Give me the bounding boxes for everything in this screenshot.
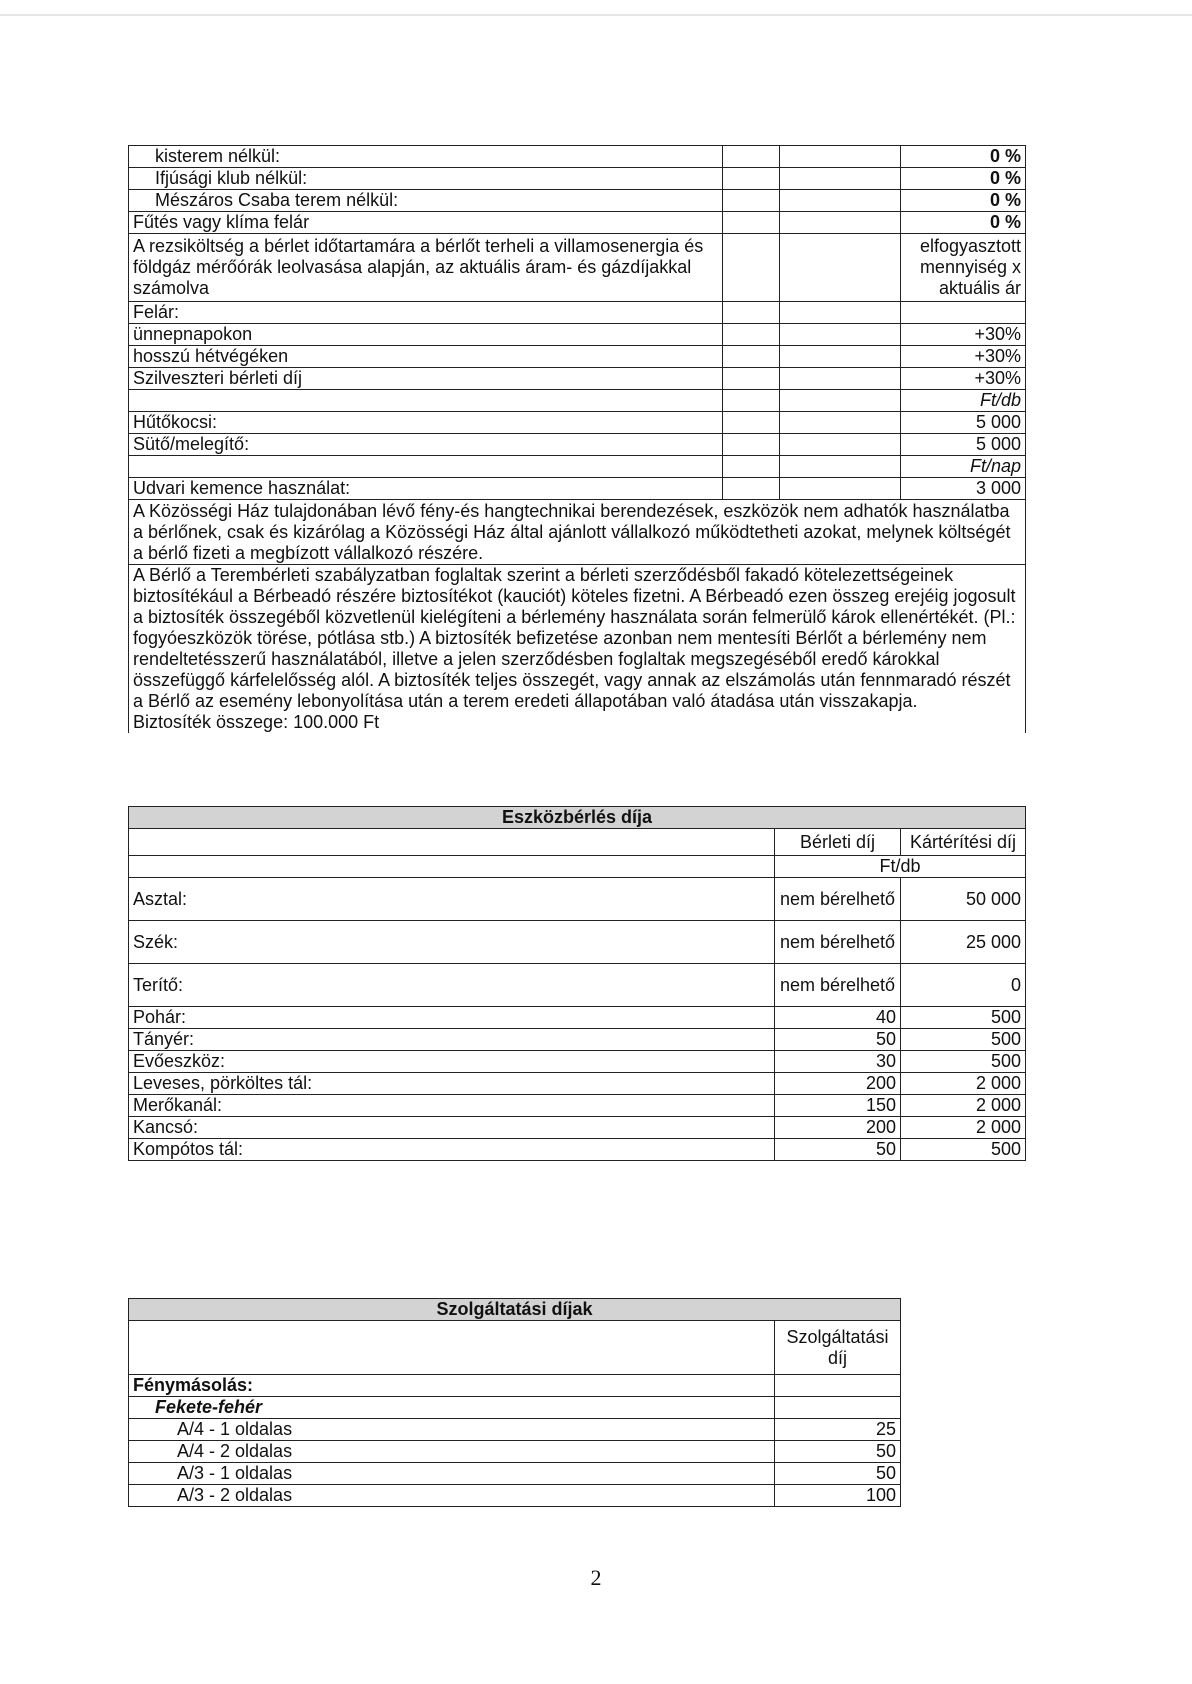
unit-label: Ft/db	[775, 856, 1026, 878]
scan-edge	[0, 14, 1192, 16]
table-row	[129, 1117, 1026, 1139]
table-row	[129, 500, 1026, 565]
unit-label: Ft/db	[901, 390, 1026, 412]
table-row	[129, 1321, 901, 1375]
table-row	[129, 878, 1026, 921]
table-row	[129, 456, 1026, 478]
row-value: 5 000	[901, 412, 1026, 434]
row-fee: nem bérelhető	[775, 921, 901, 964]
table-row	[129, 1073, 1026, 1095]
row-label: Fűtés vagy klíma felár	[129, 212, 723, 234]
deposit-amount: Biztosíték összege: 100.000 Ft	[133, 712, 380, 732]
row-damage: 500	[901, 1051, 1026, 1073]
table-row	[129, 1419, 901, 1441]
table-row	[129, 412, 1026, 434]
table-row	[129, 829, 1026, 856]
row-label: kisterem nélkül:	[129, 146, 723, 168]
row-label: Asztal:	[129, 878, 775, 921]
row-fee: 200	[775, 1117, 901, 1139]
table-row	[129, 346, 1026, 368]
subsection-label: Fekete-fehér	[129, 1397, 775, 1419]
row-label: Pohár:	[129, 1007, 775, 1029]
deposit-text: A Bérlő a Terembérleti szabályzatban foglaltak szerint a bérleti szerződésből fakadó kötelezettségeinek biztosítékául a Bérbeadó részére biztosítékot (kauciót) köteles fizetni. A Bérbeadó ezen összeg erejéig jogosult a biztosíték összegéből közvetlenül kielégíteni a bérlemény használata során felmerülő károk ellenértékét. (Pl.: fogyóeszközök törése, pótlása stb.) A biztosíték befizetése azonban nem mentesíti Bérlőt a bérlemény nem rendeltetésszerű használatából, illetve a jelen szerződésben foglaltak megszegéséből eredő károkkal összefüggő kárfelelősség alól. A biztosíték teljes összegét, vagy annak az elszámolás után fennmaradó részét a Bérlő az esemény lebonyolítása után a terem eredeti állapotában való átadása után visszakapja.	[133, 565, 1016, 711]
table-row	[129, 1007, 1026, 1029]
fee-table	[128, 145, 1026, 733]
tech-note: A Közösségi Ház tulajdonában lévő fény-és hangtechnikai berendezések, eszközök nem adhatók használatba a bérlőnek, csak és kizárólag a Közösségi Ház által ajánlott vállalkozó működtetheti azokat, melynek költségét a bérlő fizeti a megbízott vállalkozó részére.	[129, 500, 1026, 565]
row-label: Szék:	[129, 921, 775, 964]
table-row	[129, 1375, 901, 1397]
table-row	[129, 1485, 901, 1507]
table-row	[129, 1095, 1026, 1117]
row-fee: 50	[775, 1029, 901, 1051]
row-label: Sütő/melegítő:	[129, 434, 723, 456]
row-value: 100	[775, 1485, 901, 1507]
row-label: Mészáros Csaba terem nélkül:	[129, 190, 723, 212]
row-label: Evőeszköz:	[129, 1051, 775, 1073]
table-row	[129, 146, 1026, 168]
row-label: A/3 - 2 oldalas	[129, 1485, 775, 1507]
table-row	[129, 565, 1026, 734]
col-header-service-fee: Szolgáltatási díj	[775, 1321, 901, 1375]
row-damage: 2 000	[901, 1117, 1026, 1139]
row-damage: 0	[901, 964, 1026, 1007]
table-row	[129, 1051, 1026, 1073]
table-row	[129, 368, 1026, 390]
row-label: Kompótos tál:	[129, 1139, 775, 1161]
row-damage: 500	[901, 1007, 1026, 1029]
table-row	[129, 324, 1026, 346]
unit-label: Ft/nap	[901, 456, 1026, 478]
row-label: A/4 - 2 oldalas	[129, 1441, 775, 1463]
row-fee: 50	[775, 1139, 901, 1161]
row-label: Szilveszteri bérleti díj	[129, 368, 723, 390]
table-row	[129, 856, 1026, 878]
row-label: A/4 - 1 oldalas	[129, 1419, 775, 1441]
row-label: Tányér:	[129, 1029, 775, 1051]
page-number: 2	[590, 1565, 602, 1590]
col-header-fee: Bérleti díj	[775, 829, 901, 856]
utility-text: A rezsiköltség a bérlet időtartamára a bérlőt terheli a villamosenergia és földgáz mérőórák leolvasása alapján, az aktuális áram- és gázdíjakkal számolva	[129, 234, 723, 302]
row-value: 0 %	[901, 146, 1026, 168]
services-title: Szolgáltatási díjak	[129, 1299, 901, 1321]
row-label: hosszú hétvégéken	[129, 346, 723, 368]
row-damage: 500	[901, 1029, 1026, 1051]
row-label: Leveses, pörköltes tál:	[129, 1073, 775, 1095]
row-value: 0 %	[901, 168, 1026, 190]
table-row	[129, 964, 1026, 1007]
surcharge-title: Felár:	[129, 302, 723, 324]
row-value: 5 000	[901, 434, 1026, 456]
table-row	[129, 1029, 1026, 1051]
row-value: +30%	[901, 346, 1026, 368]
row-value: 25	[775, 1419, 901, 1441]
row-label: Terítő:	[129, 964, 775, 1007]
row-value: +30%	[901, 368, 1026, 390]
table-row	[129, 190, 1026, 212]
table-row	[129, 1463, 901, 1485]
table-row	[129, 302, 1026, 324]
utility-value: elfogyasztott mennyiség x aktuális ár	[901, 234, 1026, 302]
table-row	[129, 234, 1026, 302]
row-value: 50	[775, 1441, 901, 1463]
table-row	[129, 1441, 901, 1463]
row-damage: 50 000	[901, 878, 1026, 921]
section-label: Fénymásolás:	[129, 1375, 775, 1397]
table-row	[129, 478, 1026, 500]
table-row	[129, 434, 1026, 456]
table-row	[129, 390, 1026, 412]
rental-table	[128, 806, 1026, 1161]
table-row	[129, 168, 1026, 190]
table-row	[129, 1139, 1026, 1161]
rental-title: Eszközbérlés díja	[129, 807, 1026, 829]
col-header-damage: Kártérítési díj	[901, 829, 1026, 856]
row-fee: 30	[775, 1051, 901, 1073]
services-table	[128, 1298, 901, 1507]
row-label: Kancsó:	[129, 1117, 775, 1139]
row-fee: 40	[775, 1007, 901, 1029]
row-label: Ifjúsági klub nélkül:	[129, 168, 723, 190]
row-label: Udvari kemence használat:	[129, 478, 723, 500]
row-value: +30%	[901, 324, 1026, 346]
row-fee: 200	[775, 1073, 901, 1095]
deposit-note	[129, 565, 1026, 734]
row-fee: nem bérelhető	[775, 878, 901, 921]
table-row	[129, 921, 1026, 964]
row-value: 50	[775, 1463, 901, 1485]
row-label: ünnepnapokon	[129, 324, 723, 346]
row-damage: 2 000	[901, 1073, 1026, 1095]
row-fee: 150	[775, 1095, 901, 1117]
table-row	[129, 1397, 901, 1419]
row-value: 0 %	[901, 212, 1026, 234]
table-row	[129, 807, 1026, 829]
row-label: Merőkanál:	[129, 1095, 775, 1117]
row-value: 0 %	[901, 190, 1026, 212]
table-row	[129, 212, 1026, 234]
row-damage: 500	[901, 1139, 1026, 1161]
row-label: Hűtőkocsi:	[129, 412, 723, 434]
row-fee: nem bérelhető	[775, 964, 901, 1007]
row-damage: 25 000	[901, 921, 1026, 964]
row-value: 3 000	[901, 478, 1026, 500]
row-damage: 2 000	[901, 1095, 1026, 1117]
row-label: A/3 - 1 oldalas	[129, 1463, 775, 1485]
table-row	[129, 1299, 901, 1321]
